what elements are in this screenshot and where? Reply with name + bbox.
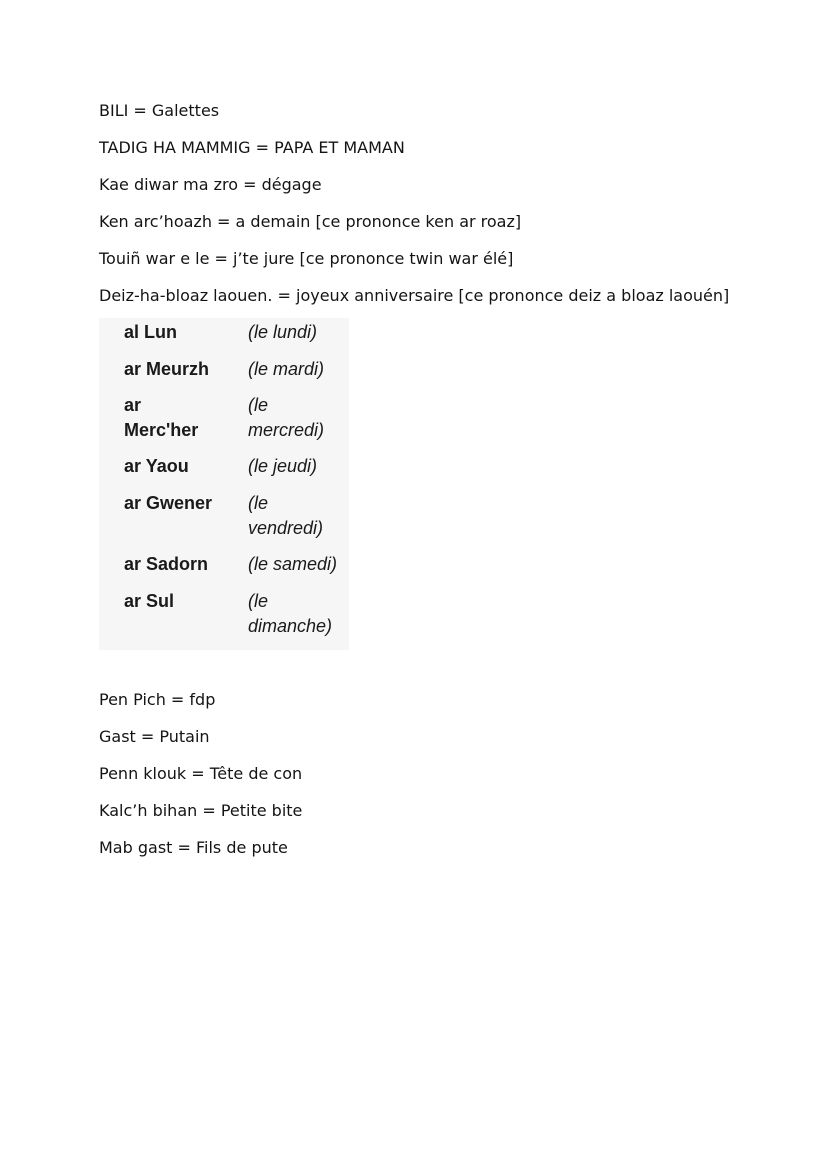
breton-day: ar Yaou: [124, 456, 189, 476]
french-day: (le jeudi): [248, 456, 318, 476]
vocab-line: BILI = Galettes: [99, 101, 220, 120]
days-of-week-table: [99, 318, 349, 650]
vocab-line: TADIG HA MAMMIG = PAPA ET MAMAN: [99, 138, 405, 157]
breton-day: ar Sadorn: [124, 554, 209, 574]
french-day: (le dimanche): [248, 591, 333, 636]
french-day: (le samedi): [248, 554, 338, 574]
french-day: (le lundi): [248, 322, 318, 342]
vocab-line: Mab gast = Fils de pute: [99, 838, 288, 857]
vocab-line: Kae diwar ma zro = dégage: [99, 175, 322, 194]
french-day: (le mardi): [248, 359, 325, 379]
vocab-line: Touiñ war e le = j’te jure [ce prononce twin war élé]: [99, 249, 514, 268]
french-day: (le vendredi): [248, 493, 324, 538]
vocab-line: Kalc’h bihan = Petite bite: [99, 801, 303, 820]
vocab-line: Penn klouk = Tête de con: [99, 764, 303, 783]
breton-day: ar Merc'her: [124, 395, 199, 440]
breton-day: ar Gwener: [124, 493, 213, 513]
breton-day: ar Meurzh: [124, 359, 210, 379]
vocab-line: Deiz-ha-bloaz laouen. = joyeux anniversaire [ce prononce deiz a bloaz laouén]: [99, 286, 730, 305]
vocab-line: Ken arc’hoazh = a demain [ce prononce ken ar roaz]: [99, 212, 522, 231]
vocab-line: Gast = Putain: [99, 727, 210, 746]
vocab-line: Pen Pich = fdp: [99, 690, 216, 709]
breton-day: ar Sul: [124, 591, 175, 611]
breton-day: al Lun: [124, 322, 177, 342]
french-day: (le mercredi): [248, 395, 325, 440]
